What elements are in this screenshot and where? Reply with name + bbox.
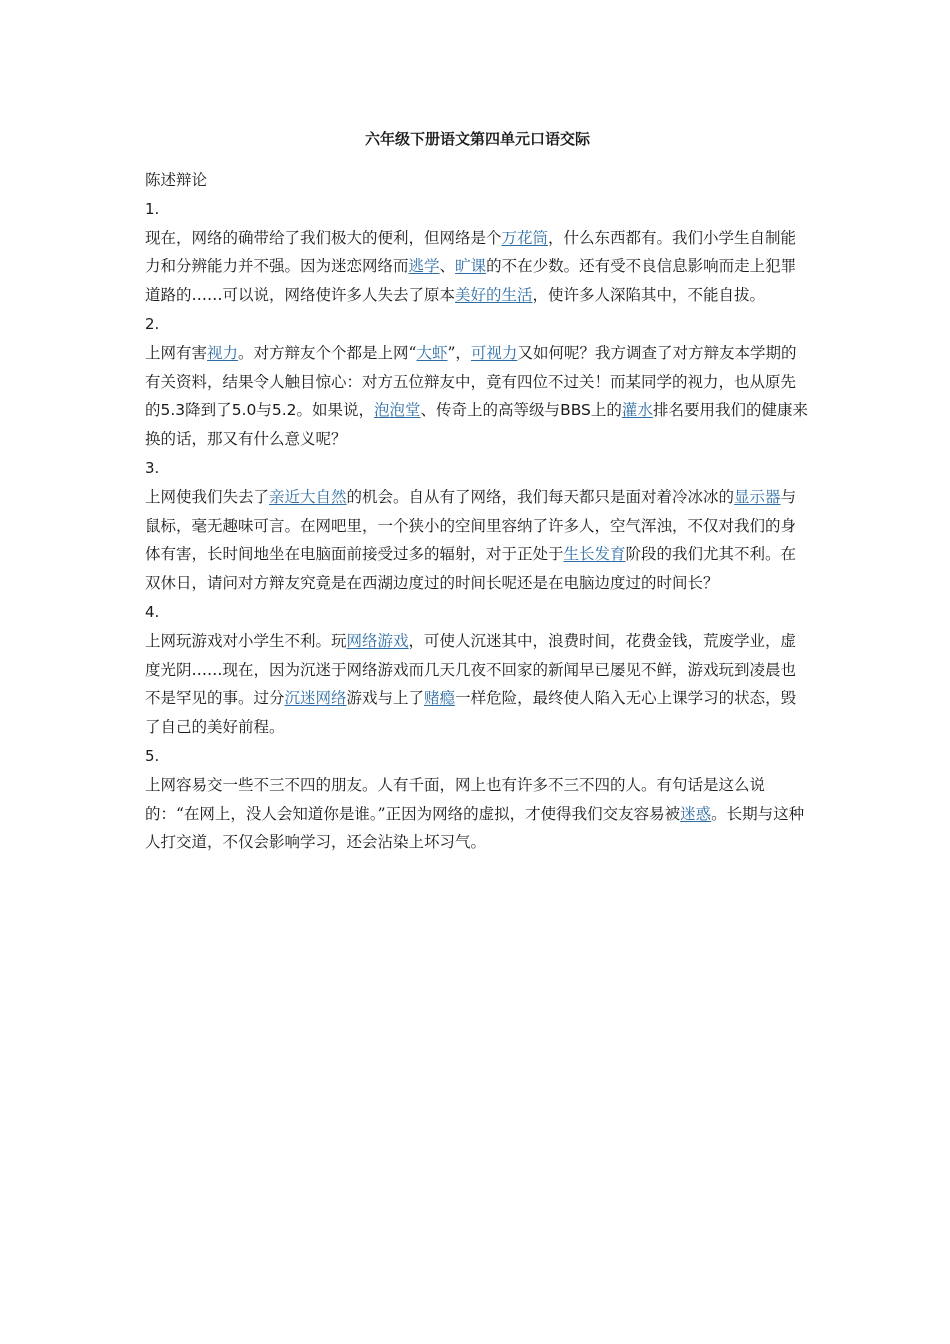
paragraph-text: 上网使我们失去了	[145, 487, 270, 506]
paragraph-text: 与鼠标，毫无趣味可言。在网吧里，一个狭小的空间里容纳了许多人，空气浑浊，不仅对我们的身体有害，长时间地坐在电脑面前接受过多的辐射，对于正处于	[145, 487, 797, 564]
inline-value: 5.0	[231, 401, 257, 420]
argument-item	[145, 310, 810, 454]
keyword-link[interactable]: 万花筒	[501, 228, 549, 247]
paragraph-text: 上网容易交一些不三不四的朋友。人有千面，网上也有许多不三不四的人。有句话是这么说的：“在网上，没人会知道你是谁。”正因为网络的虚拟，才使得我们交友容易被	[145, 775, 766, 823]
keyword-link[interactable]: 迷惑	[680, 804, 712, 823]
keyword-link[interactable]: 大虾	[416, 343, 448, 362]
paragraph-text: 、传奇上的高等级与	[420, 401, 561, 420]
paragraph-text: 。长期与这种人打交道，不仅会影响学习，还会沾染上坏习气。	[145, 804, 805, 852]
paragraph-text: 的不在少数。还有受不良信息影响而走上犯罪道路的……可以说，网络使许多人失去了原本	[145, 257, 797, 305]
keyword-link[interactable]: 网络游戏	[346, 631, 409, 650]
paragraph-text: ，可使人沉迷其中，浪费时间，花费金钱，荒废学业，虚度光阴……现在，因为沉迷于网络游戏而几天几夜不回家的新闻早已屡见不鲜，游戏玩到凌晨也不是罕见的事。过分	[145, 631, 797, 708]
page-title: 六年级下册语文第四单元口语交际	[364, 130, 590, 148]
argument-number: 5.	[145, 746, 160, 765]
keyword-link[interactable]: 视力	[207, 343, 239, 362]
paragraph-text: 。如果说，	[296, 401, 375, 420]
keyword-link[interactable]: 美好的生活	[455, 286, 533, 305]
argument-number: 2.	[145, 314, 160, 333]
paragraph-text: 、	[439, 257, 456, 276]
section-heading: 陈述辩论	[145, 171, 208, 189]
keyword-link[interactable]: 旷课	[455, 257, 487, 276]
keyword-link[interactable]: 灌水	[621, 401, 653, 420]
keyword-link[interactable]: 沉迷网络	[284, 689, 347, 708]
argument-list	[145, 195, 810, 857]
paragraph-text: 与	[256, 401, 272, 420]
keyword-link[interactable]: 赌瘾	[424, 689, 456, 708]
argument-number: 4.	[145, 602, 160, 621]
argument-item	[145, 195, 810, 310]
keyword-link[interactable]: 泡泡堂	[374, 401, 421, 420]
inline-value: BBS	[560, 401, 591, 420]
argument-item	[145, 454, 810, 598]
inline-value: 5.3	[160, 401, 186, 420]
paragraph-text: 游戏与上了	[346, 689, 425, 708]
document-body	[145, 126, 810, 857]
keyword-link[interactable]: 显示器	[734, 487, 781, 506]
paragraph-text: 。对方辩友个个都是上网“	[238, 343, 417, 362]
inline-value: 5.2	[271, 401, 297, 420]
argument-paragraph	[145, 627, 810, 742]
keyword-link[interactable]: 逃学	[408, 257, 440, 276]
argument-paragraph	[145, 224, 810, 310]
argument-item	[145, 598, 810, 742]
paragraph-text: 上网有害	[145, 343, 208, 362]
paragraph-text: 一样危险，最终使人陷入无心上课学习的状态，毁了自己的美好前程。	[145, 689, 797, 737]
paragraph-text: 的机会。自从有了网络，我们每天都只是面对着冷冰冰的	[346, 487, 735, 506]
keyword-link[interactable]: 生长发育	[563, 545, 626, 564]
paragraph-text: ，什么东西都有。我们小学生自制能力和分辨能力并不强。因为迷恋网络而	[145, 228, 797, 276]
paragraph-text: ”，	[447, 343, 471, 362]
paragraph-text: 排名要用我们的健康来换的话，那又有什么意义呢？	[145, 401, 808, 449]
paragraph-text: 阶段的我们尤其不利。在双休日，请问对方辩友究竟是在西湖边度过的时间长呢还是在电脑边度过的时间长？	[145, 545, 797, 593]
argument-item	[145, 742, 810, 857]
argument-number: 3.	[145, 458, 160, 477]
keyword-link[interactable]: 可视力	[470, 343, 518, 362]
paragraph-text: 降到了	[185, 401, 232, 420]
paragraph-text: 现在，网络的确带给了我们极大的便利，但网络是个	[145, 228, 502, 247]
argument-paragraph	[145, 483, 810, 598]
paragraph-text: ，使许多人深陷其中，不能自拔。	[532, 286, 766, 305]
paragraph-text: 又如何呢？我方调查了对方辩友本学期的有关资料，结果令人触目惊心：对方五位辩友中，竟有四位不过关！而某同学的视力，也从原先的	[145, 343, 797, 420]
argument-paragraph	[145, 771, 810, 857]
paragraph-text: 上的	[590, 401, 622, 420]
argument-number: 1.	[145, 199, 160, 218]
argument-paragraph	[145, 339, 810, 454]
paragraph-text: 上网玩游戏对小学生不利。玩	[145, 631, 347, 650]
keyword-link[interactable]: 亲近大自然	[269, 487, 347, 506]
